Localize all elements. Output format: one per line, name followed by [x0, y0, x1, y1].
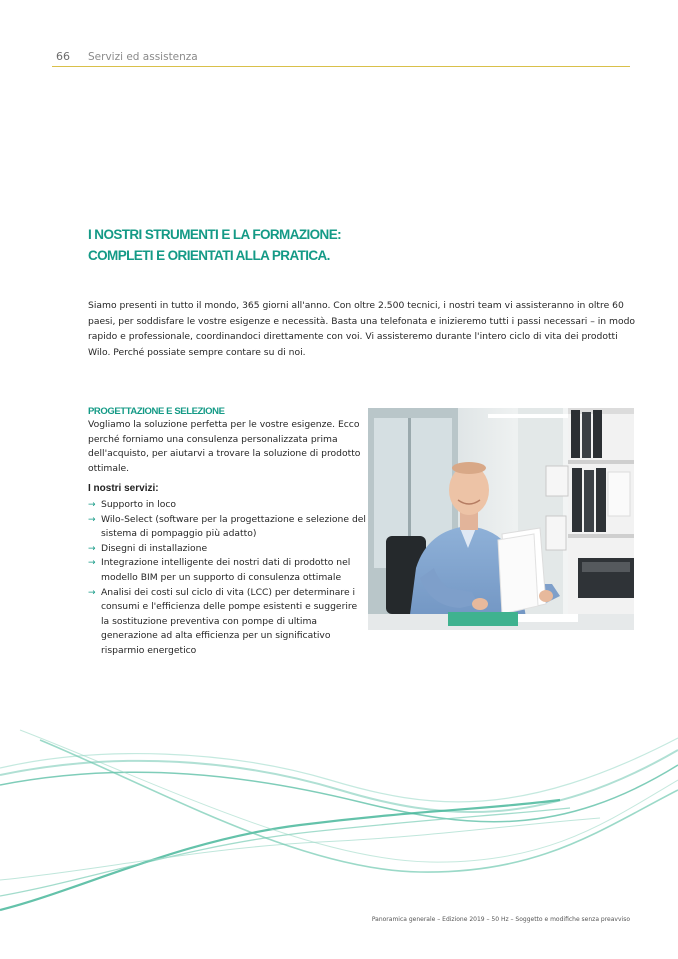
page-title: [88, 224, 608, 266]
arrow-right-icon: →: [88, 558, 96, 569]
service-item-label: Supporto in loco: [101, 499, 177, 510]
service-item-label: Integrazione intelligente dei nostri dati di prodotto nel modello BIM per un supporto di consulenza ottimale: [101, 557, 351, 583]
title-line-1: I NOSTRI STRUMENTI E LA FORMAZIONE:: [88, 227, 341, 242]
service-item-label: Analisi dei costi sul ciclo di vita (LCC) per determinare i consumi e l'efficienza delle pompe esistenti e suggerire la sostituzione preventiva con pompe di ultima generazione ad alta efficienza per un significativo risparmio energetico: [101, 586, 358, 656]
section-name: Servizi ed assistenza: [88, 51, 198, 63]
service-item: [88, 556, 368, 585]
section-body: Vogliamo la soluzione perfetta per le vostre esigenze. Ecco perché forniamo una consulenza personalizzata prima dell'acquisto, per aiutarvi a trovare la soluzione di prodotto ottimale.: [88, 419, 361, 475]
decorative-waves: [0, 720, 678, 920]
service-item: [88, 586, 368, 659]
services-list: [88, 498, 368, 659]
office-photo: [368, 408, 634, 630]
service-item-label: Wilo-Select (software per la progettazione e selezione del sistema di pompaggio più adatto): [101, 513, 366, 540]
service-item: [88, 498, 368, 513]
arrow-right-icon: →: [88, 543, 96, 554]
title-line-2: COMPLETI E ORIENTATI ALLA PRATICA.: [88, 248, 330, 263]
service-item-label: Disegni di installazione: [101, 542, 208, 554]
page-header: [52, 48, 630, 66]
header-rule: [52, 66, 630, 67]
arrow-right-icon: →: [88, 500, 96, 510]
footer-note: Panoramica generale – Edizione 2019 – 50 Hz – Soggetto e modifiche senza preavviso: [371, 916, 630, 923]
arrow-right-icon: →: [88, 587, 96, 598]
page-number: 66: [56, 50, 70, 63]
intro-paragraph: Siamo presenti in tutto il mondo, 365 giorni all'anno. Con oltre 2.500 tecnici, i nostri team vi assisteranno in oltre 60 paesi, per soddisfare le vostre esigenze e necessità. Basta una telefonata e inizieremo tutti i passi necessari – in modo rapido e professionale, coordinandoci direttamente con voi. Vi assisteremo durante l'intero ciclo di vita dei prodotti Wilo. Perché possiate sempre contare su di noi.: [88, 300, 636, 358]
office-photo-illustration: [368, 408, 634, 630]
service-item: [88, 542, 368, 557]
arrow-right-icon: →: [88, 514, 96, 525]
section-heading: PROGETTAZIONE E SELEZIONE: [88, 406, 225, 417]
services-title: I nostri servizi:: [88, 483, 159, 494]
service-item: [88, 513, 368, 542]
